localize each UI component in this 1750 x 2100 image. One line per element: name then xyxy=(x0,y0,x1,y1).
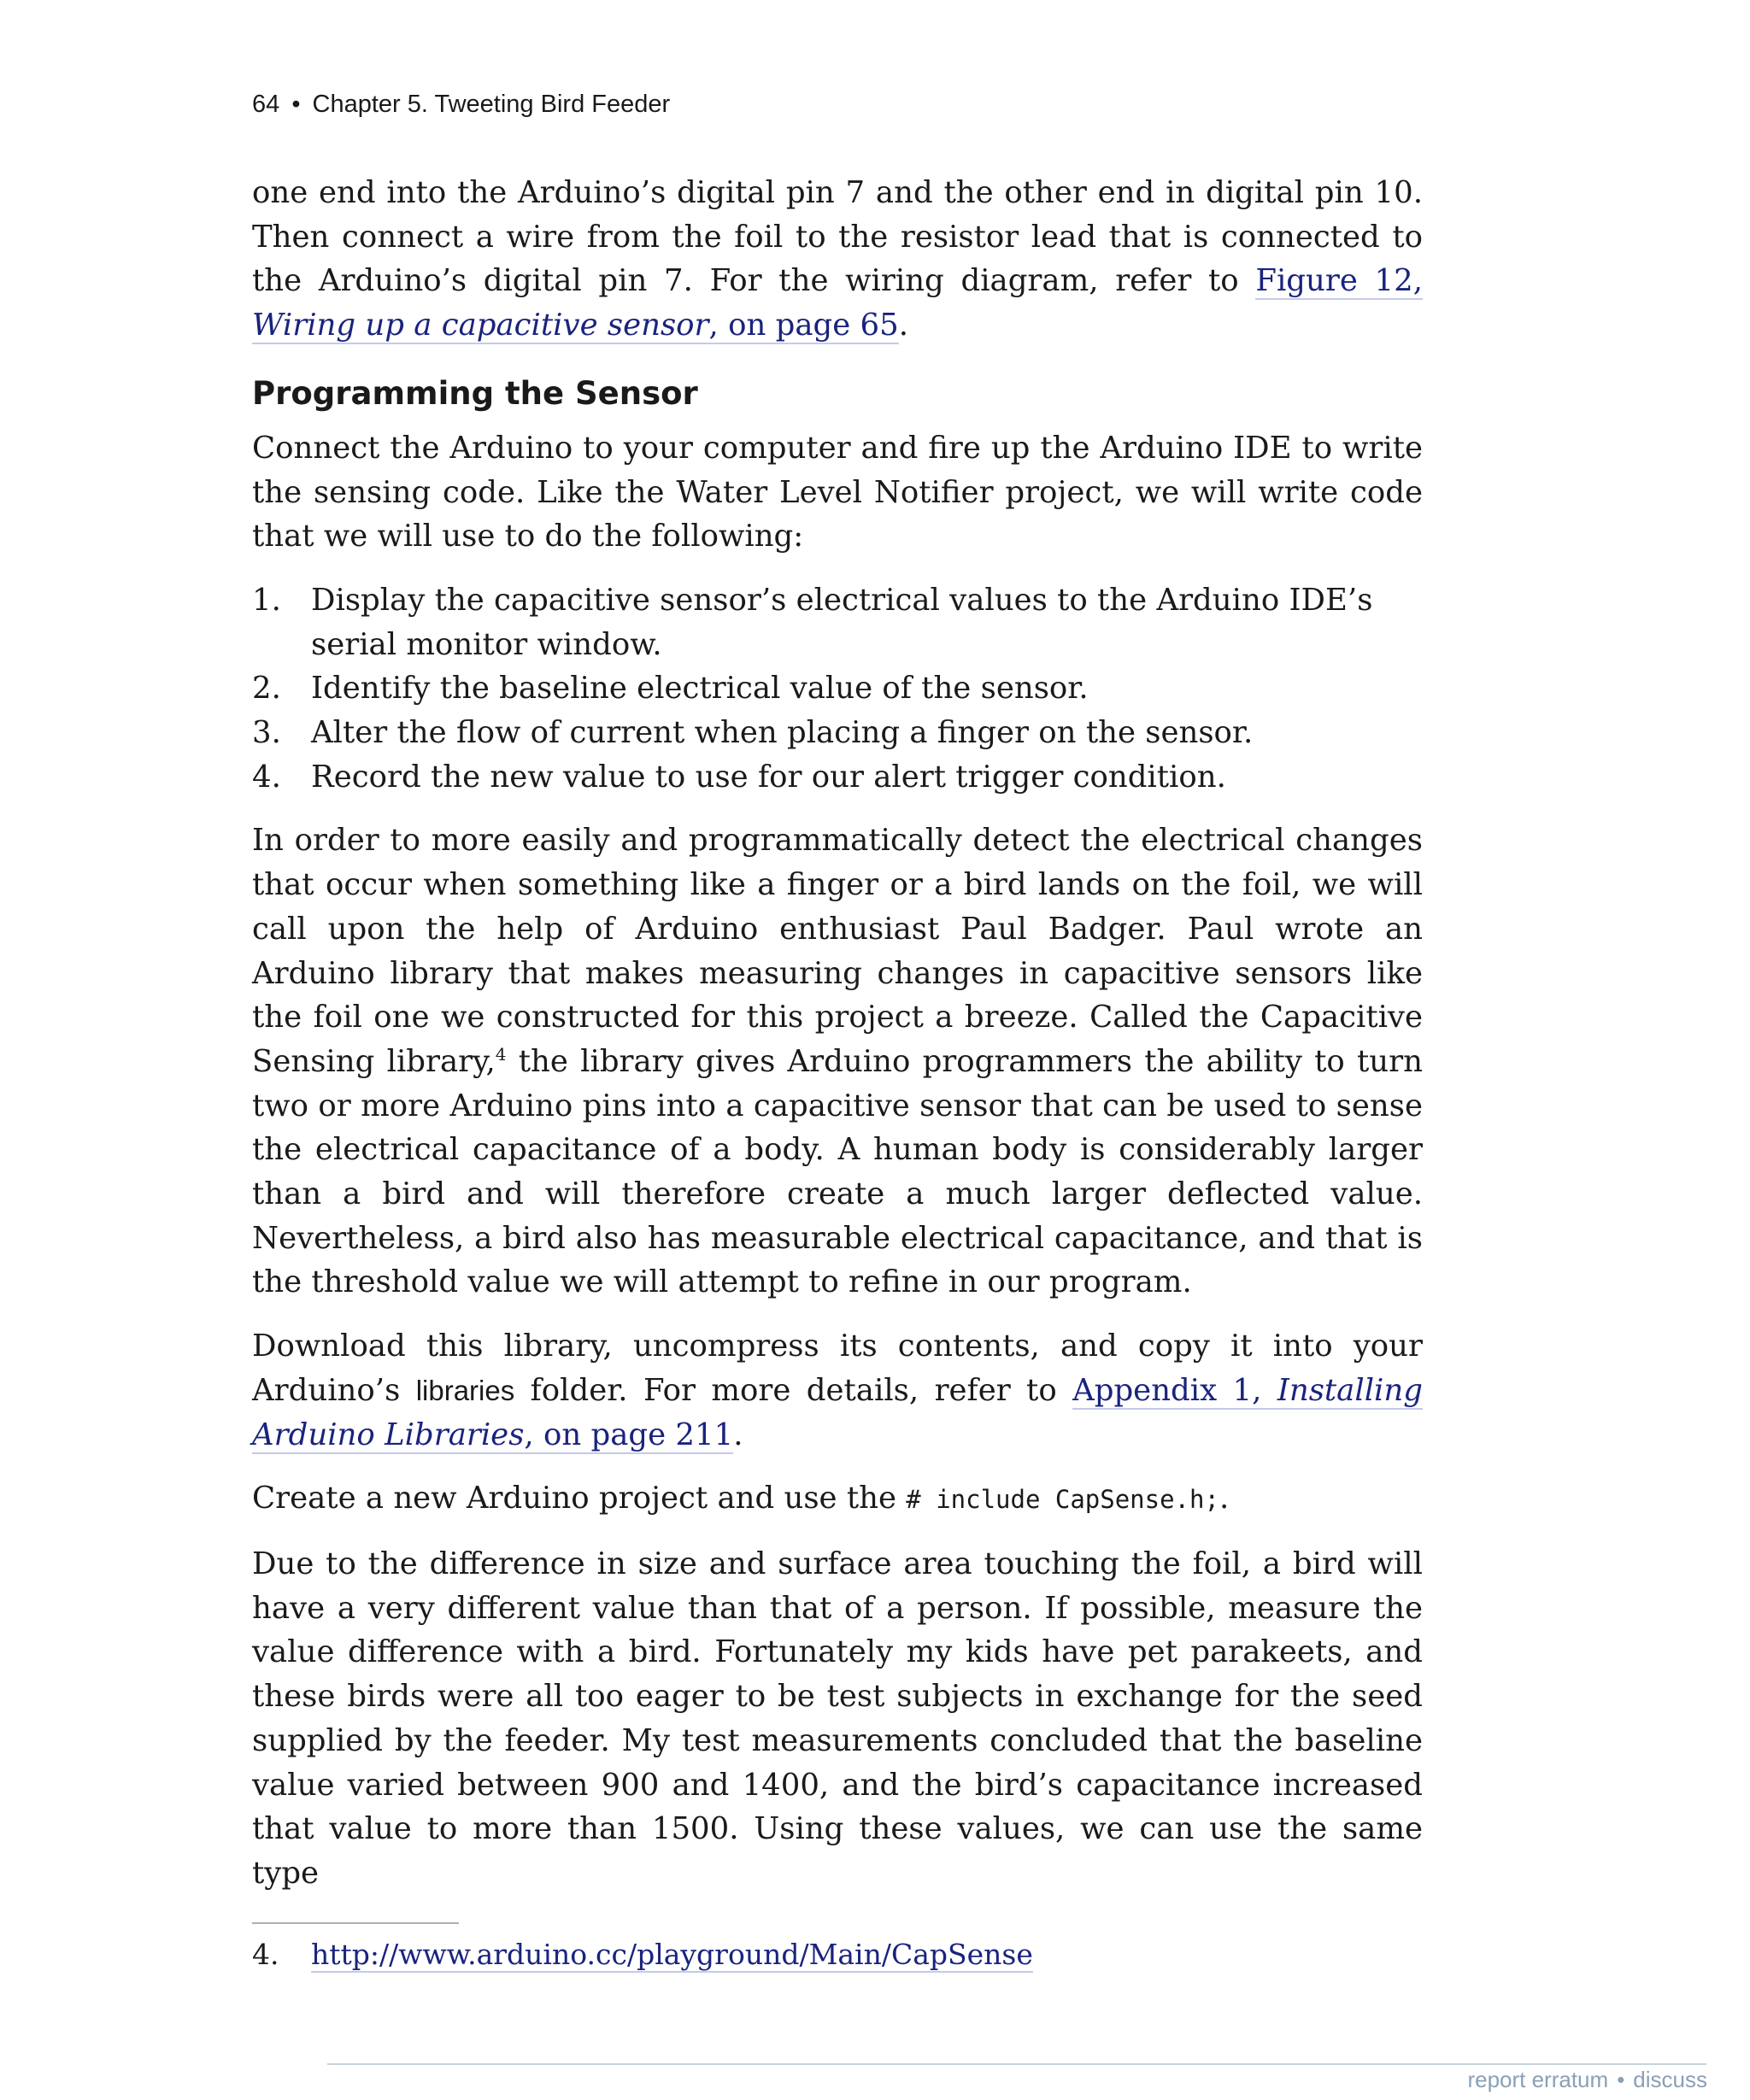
list-text: Record the new value to use for our alert trigger condition. xyxy=(311,759,1226,795)
page-number: 64 xyxy=(252,91,280,118)
link-text: Appendix 1, xyxy=(1072,1372,1277,1408)
running-head xyxy=(252,91,670,119)
paragraph-text: one end into the Arduino’s digital pin 7 and the other end in digital pin 10. Then connect a wire from the foil to the resistor lead that is connected to the Arduino’s digital pin 7. For the wiring diagram, refer to xyxy=(252,175,1423,299)
list-item xyxy=(252,711,1423,755)
list-item xyxy=(252,755,1423,800)
page-body xyxy=(252,171,1423,1915)
list-item xyxy=(252,578,1423,666)
chapter-title: Chapter 5. Tweeting Bird Feeder xyxy=(312,91,671,118)
paragraph-text: In order to more easily and programmatically detect the electrical changes that occur when something like a finger or a bird lands on the foil, we will call upon the help of Arduino enthusiast Paul Badger. Paul wrote an Arduino library that makes measuring changes in capacitive sensors like the foil one we constructed for this project a breeze. Called the Capacitive Sensing library, xyxy=(252,823,1423,1079)
punctuation: . xyxy=(733,1417,743,1452)
paragraph-download xyxy=(252,1324,1423,1457)
footnote-divider xyxy=(252,1922,459,1924)
link-text: Figure 12, xyxy=(1255,263,1424,299)
list-text: Identify the baseline electrical value of the sensor. xyxy=(311,671,1089,707)
list-text: Display the capacitive sensor’s electrical values to the Arduino IDE’s serial monitor window. xyxy=(311,582,1373,662)
page-footer xyxy=(1467,2067,1707,2093)
footnote-4-ref[interactable]: 4 xyxy=(495,1044,507,1065)
capsense-url-link[interactable]: http://www.arduino.cc/playground/Main/CapSense xyxy=(311,1938,1033,1971)
steps-list xyxy=(252,578,1423,800)
paragraph-capsense xyxy=(252,818,1423,1305)
link-title: Wiring up a capacitive sensor xyxy=(252,308,709,343)
list-number: 4. xyxy=(252,759,281,795)
list-number: 3. xyxy=(252,715,281,751)
footnote-number: 4. xyxy=(252,1938,279,1971)
paragraph-text: folder. For more details, refer to xyxy=(514,1372,1073,1408)
list-item xyxy=(252,666,1423,711)
paragraph-text: the library gives Arduino programmers the ability to turn two or more Arduino pins into a capacitive sensor that can be used to sense the electrical capacitance of a body. A human body is considerably larger than a bird and will therefore create a much larger deflected value. Nevertheless, a bird also has measurable electrical capacitance, and that is the threshold value we will attempt to refine in our program. xyxy=(252,1043,1423,1300)
discuss-link[interactable]: discuss xyxy=(1633,2067,1707,2092)
link-page: , on page 65 xyxy=(708,308,899,343)
punctuation: . xyxy=(1219,1481,1230,1516)
paragraph-include xyxy=(252,1476,1423,1522)
footer-bullet: • xyxy=(1617,2067,1625,2092)
section-heading: Programming the Sensor xyxy=(252,374,698,412)
link-page: , on page 211 xyxy=(524,1417,734,1452)
list-number: 2. xyxy=(252,671,281,707)
link-title: Installing Arduino Libraries xyxy=(252,1372,1423,1452)
include-code: # include CapSense.h; xyxy=(906,1485,1219,1515)
paragraph-intro: Connect the Arduino to your computer and fire up the Arduino IDE to write the sensing code. Like the Water Level Notifier project, we will write code that we will use to do the following: xyxy=(252,430,1423,554)
paragraph-text: Download this library, uncompress its contents, and copy it into your Arduino’s xyxy=(252,1329,1423,1408)
running-head-bullet: • xyxy=(291,91,301,118)
footer-divider xyxy=(327,2063,1706,2065)
folder-name: libraries xyxy=(415,1374,515,1406)
report-erratum-link[interactable]: report erratum xyxy=(1467,2067,1609,2092)
list-number: 1. xyxy=(252,582,281,618)
punctuation: . xyxy=(898,308,908,343)
paragraph-measurement: Due to the difference in size and surface area touching the foil, a bird will have a very different value than that of a person. If possible, measure the value difference with a bird. Fortunately my kids have pet parakeets, and these birds were all too eager to be test subjects in exchange for the seed supplied by the feeder. My test measurements concluded that the baseline value varied between 900 and 1400, and the bird’s capacitance increased that value to more than 1500. Using these values, we can use the same type xyxy=(252,1546,1423,1891)
footnote xyxy=(252,1934,1033,1975)
paragraph-text: Create a new Arduino project and use the xyxy=(252,1481,907,1516)
paragraph-wiring xyxy=(252,171,1423,348)
list-text: Alter the flow of current when placing a finger on the sensor. xyxy=(311,715,1254,751)
